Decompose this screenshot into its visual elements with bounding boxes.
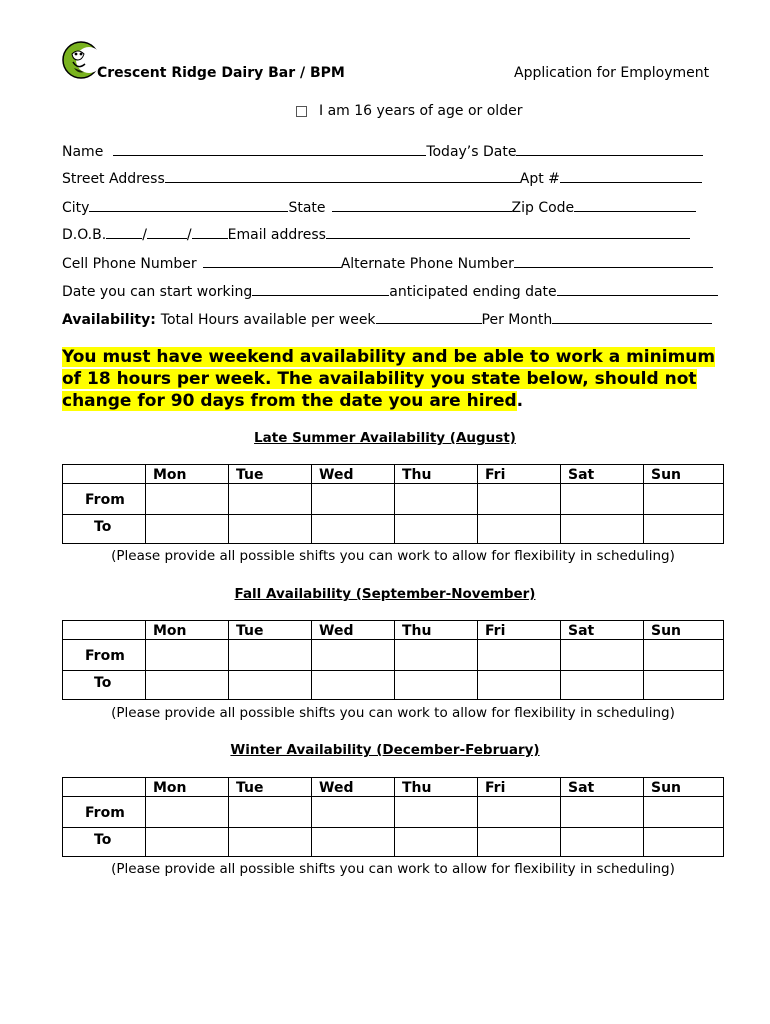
- age-check[interactable]: [296, 103, 522, 119]
- from-cell[interactable]: [395, 797, 478, 828]
- from-cell[interactable]: [146, 797, 229, 828]
- street-address-label: Street Address: [62, 171, 165, 187]
- from-cell[interactable]: [478, 640, 561, 671]
- day-header: Tue: [236, 623, 264, 639]
- from-cell[interactable]: [644, 484, 724, 515]
- warning-period: .: [516, 391, 524, 411]
- to-cell[interactable]: [229, 515, 312, 544]
- from-cell[interactable]: [561, 797, 644, 828]
- day-header: Sat: [568, 780, 595, 796]
- to-cell[interactable]: [312, 515, 395, 544]
- availability-line: [62, 308, 702, 328]
- total-hours-label: Total Hours available per week: [160, 312, 376, 328]
- city-line: [62, 196, 702, 216]
- end-date-label: anticipated ending date: [389, 284, 557, 300]
- to-cell[interactable]: [312, 828, 395, 857]
- day-header: Fri: [485, 467, 506, 483]
- from-cell[interactable]: [561, 640, 644, 671]
- to-cell[interactable]: [561, 515, 644, 544]
- scheduling-note: (Please provide all possible shifts you can work to allow for flexibility in scheduling): [111, 861, 675, 877]
- from-cell[interactable]: [644, 797, 724, 828]
- to-cell[interactable]: [478, 671, 561, 700]
- from-cell[interactable]: [312, 640, 395, 671]
- day-header: Sun: [651, 780, 682, 796]
- scheduling-note: (Please provide all possible shifts you can work to allow for flexibility in scheduling): [111, 705, 675, 721]
- state-field[interactable]: [332, 210, 512, 212]
- day-header: Thu: [402, 467, 432, 483]
- from-cell[interactable]: [312, 797, 395, 828]
- street-line: [62, 167, 702, 187]
- state-label: State: [288, 200, 326, 216]
- dob-label: D.O.B.: [62, 227, 107, 243]
- to-cell[interactable]: [478, 515, 561, 544]
- to-cell[interactable]: [146, 515, 229, 544]
- to-cell[interactable]: [395, 828, 478, 857]
- dob-separator: /: [142, 227, 147, 243]
- city-field[interactable]: [89, 210, 288, 212]
- day-header: Sun: [651, 467, 682, 483]
- from-cell[interactable]: [478, 484, 561, 515]
- from-cell[interactable]: [395, 640, 478, 671]
- email-field[interactable]: [326, 237, 690, 239]
- street-address-field[interactable]: [165, 181, 520, 183]
- day-header: Mon: [153, 467, 187, 483]
- cell-phone-field[interactable]: [203, 266, 341, 268]
- to-cell[interactable]: [561, 828, 644, 857]
- day-header: Thu: [402, 623, 432, 639]
- to-cell[interactable]: [644, 828, 724, 857]
- phone-line: [62, 252, 702, 272]
- to-cell[interactable]: [395, 671, 478, 700]
- day-header: Fri: [485, 780, 506, 796]
- to-cell[interactable]: [644, 515, 724, 544]
- day-header: Mon: [153, 623, 187, 639]
- name-line: [62, 140, 702, 160]
- section-title-fall: Fall Availability (September-November): [234, 586, 536, 602]
- company-name: Crescent Ridge Dairy Bar / BPM: [97, 65, 345, 81]
- row-label-from: From: [85, 648, 125, 664]
- total-hours-field[interactable]: [376, 322, 482, 324]
- end-date-field[interactable]: [557, 294, 718, 296]
- name-label: Name: [62, 144, 104, 160]
- row-label-to: To: [94, 832, 112, 848]
- day-header: Tue: [236, 780, 264, 796]
- day-header: Tue: [236, 467, 264, 483]
- day-header: Wed: [319, 623, 354, 639]
- age-check-label: I am 16 years of age or older: [319, 103, 523, 119]
- from-cell[interactable]: [478, 797, 561, 828]
- cell-phone-label: Cell Phone Number: [62, 256, 197, 272]
- dob-year-field[interactable]: [192, 237, 228, 239]
- zip-label: Zip Code: [511, 200, 575, 216]
- todays-date-field[interactable]: [516, 154, 703, 156]
- scheduling-note: (Please provide all possible shifts you can work to allow for flexibility in scheduling): [111, 548, 675, 564]
- from-cell[interactable]: [229, 640, 312, 671]
- dob-line: [62, 223, 702, 243]
- day-header: Wed: [319, 467, 354, 483]
- dob-day-field[interactable]: [147, 237, 187, 239]
- from-cell[interactable]: [229, 484, 312, 515]
- dob-month-field[interactable]: [106, 237, 142, 239]
- from-cell[interactable]: [146, 484, 229, 515]
- section-title-winter: Winter Availability (December-February): [230, 742, 540, 758]
- to-cell[interactable]: [395, 515, 478, 544]
- apt-label: Apt #: [519, 171, 560, 187]
- apt-field[interactable]: [560, 181, 702, 183]
- row-label-from: From: [85, 805, 125, 821]
- day-header: Thu: [402, 780, 432, 796]
- to-cell[interactable]: [644, 671, 724, 700]
- row-label-from: From: [85, 492, 125, 508]
- day-header: Sun: [651, 623, 682, 639]
- company-logo: [62, 40, 100, 80]
- to-cell[interactable]: [312, 671, 395, 700]
- todays-date-label: Today’s Date: [426, 144, 517, 160]
- dob-separator: /: [186, 227, 192, 243]
- to-cell[interactable]: [146, 671, 229, 700]
- weekend-availability-warning: [62, 346, 732, 412]
- day-header: Wed: [319, 780, 354, 796]
- per-month-label: Per Month: [481, 312, 553, 328]
- availability-table-fall: [62, 620, 724, 700]
- to-cell[interactable]: [146, 828, 229, 857]
- form-title: Application for Employment: [514, 65, 710, 81]
- availability-table-winter: [62, 777, 724, 857]
- from-cell[interactable]: [146, 640, 229, 671]
- day-header: Mon: [153, 780, 187, 796]
- alt-phone-field[interactable]: [514, 266, 713, 268]
- email-label: Email address: [227, 227, 326, 243]
- dates-line: [62, 280, 702, 300]
- day-header: Sat: [568, 623, 595, 639]
- warning-text: You must have weekend availability and be able to work a minimum of 18 hours per week. The availability you state below, should not change for 90 days from the date you are hired: [62, 347, 716, 411]
- day-header: Sat: [568, 467, 595, 483]
- availability-label: Availability:: [62, 312, 156, 328]
- from-cell[interactable]: [644, 640, 724, 671]
- city-label: City: [62, 200, 90, 216]
- start-date-field[interactable]: [252, 294, 389, 296]
- section-title-late-summer: Late Summer Availability (August): [254, 430, 516, 446]
- name-field[interactable]: [113, 154, 426, 156]
- to-cell[interactable]: [229, 828, 312, 857]
- row-label-to: To: [94, 519, 112, 535]
- alt-phone-label: Alternate Phone Number: [340, 256, 514, 272]
- from-cell[interactable]: [561, 484, 644, 515]
- start-date-label: Date you can start working: [62, 284, 253, 300]
- availability-table-late-summer: [62, 464, 724, 544]
- from-cell[interactable]: [312, 484, 395, 515]
- from-cell[interactable]: [395, 484, 478, 515]
- to-cell[interactable]: [561, 671, 644, 700]
- to-cell[interactable]: [478, 828, 561, 857]
- row-label-to: To: [94, 675, 112, 691]
- zip-field[interactable]: [574, 210, 696, 212]
- from-cell[interactable]: [229, 797, 312, 828]
- age-checkbox[interactable]: [296, 106, 307, 117]
- day-header: Fri: [485, 623, 506, 639]
- per-month-field[interactable]: [552, 322, 712, 324]
- to-cell[interactable]: [229, 671, 312, 700]
